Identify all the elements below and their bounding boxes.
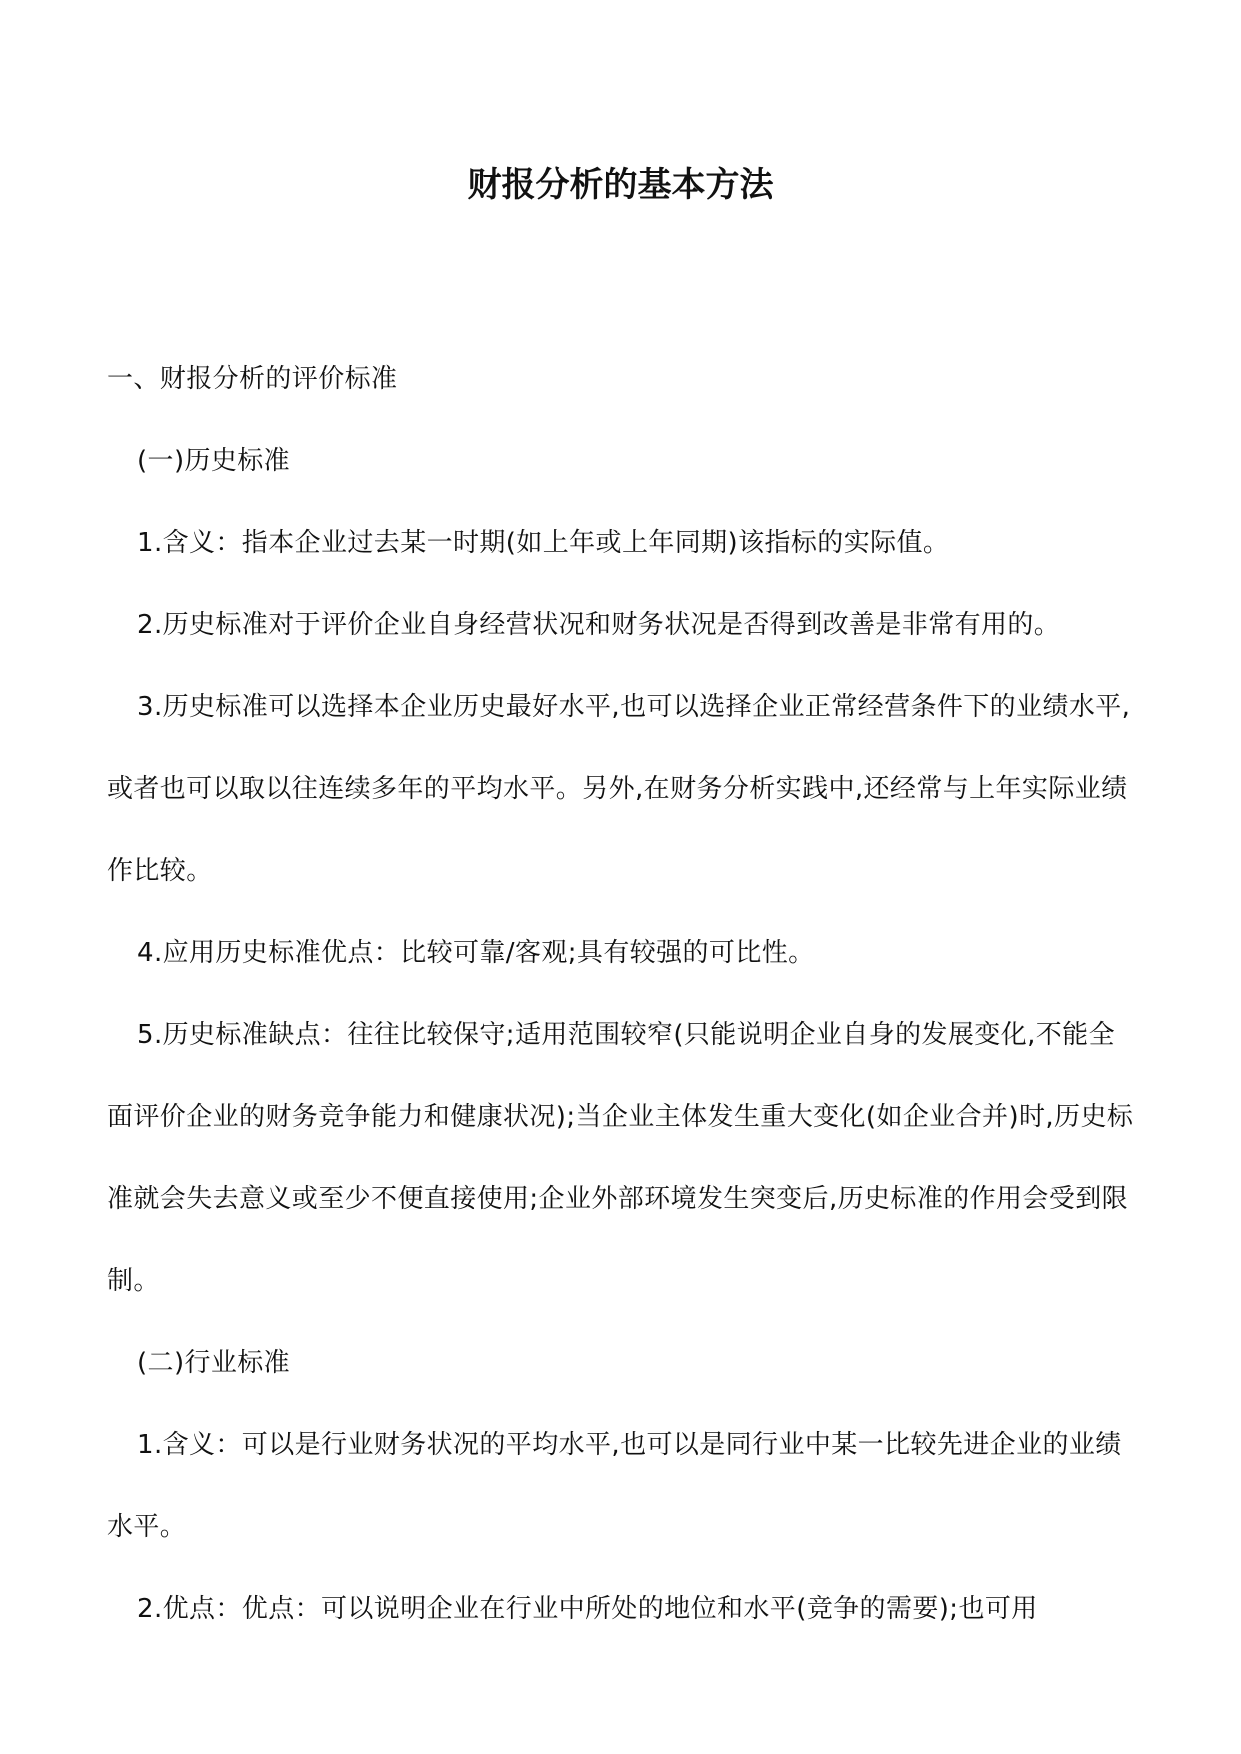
paragraph: 3.历史标准可以选择本企业历史最好水平,也可以选择企业正常经营条件下的业绩水平,或者也可以取以往连续多年的平均水平。另外,在财务分析实践中,还经常与上年实际业绩作比较。 <box>107 692 1131 886</box>
paragraph: 4.应用历史标准优点：比较可靠/客观;具有较强的可比性。 <box>137 938 815 968</box>
paragraph: 2.历史标准对于评价企业自身经营状况和财务状况是否得到改善是非常有用的。 <box>137 610 1061 640</box>
paragraph: 1.含义：可以是行业财务状况的平均水平,也可以是同行业中某一比较先进企业的业绩水平。 <box>107 1430 1122 1542</box>
paragraph: 1.含义：指本企业过去某一时期(如上年或上年同期)该指标的实际值。 <box>137 528 950 558</box>
subsection-heading-historical: (一)历史标准 <box>137 446 291 476</box>
section-heading: 一、财报分析的评价标准 <box>107 364 398 394</box>
document-body <box>107 338 1137 1650</box>
document-title: 财报分析的基本方法 <box>467 165 774 205</box>
subsection-heading-industry: (二)行业标准 <box>137 1348 291 1378</box>
paragraph: 2.优点：优点：可以说明企业在行业中所处的地位和水平(竞争的需要);也可用 <box>137 1594 1038 1624</box>
paragraph: 5.历史标准缺点：往往比较保守;适用范围较窄(只能说明企业自身的发展变化,不能全面评价企业的财务竞争能力和健康状况);当企业主体发生重大变化(如企业合并)时,历史标准就会失去意义或至少不便直接使用;企业外部环境发生突变后,历史标准的作用会受到限制。 <box>107 1020 1134 1296</box>
